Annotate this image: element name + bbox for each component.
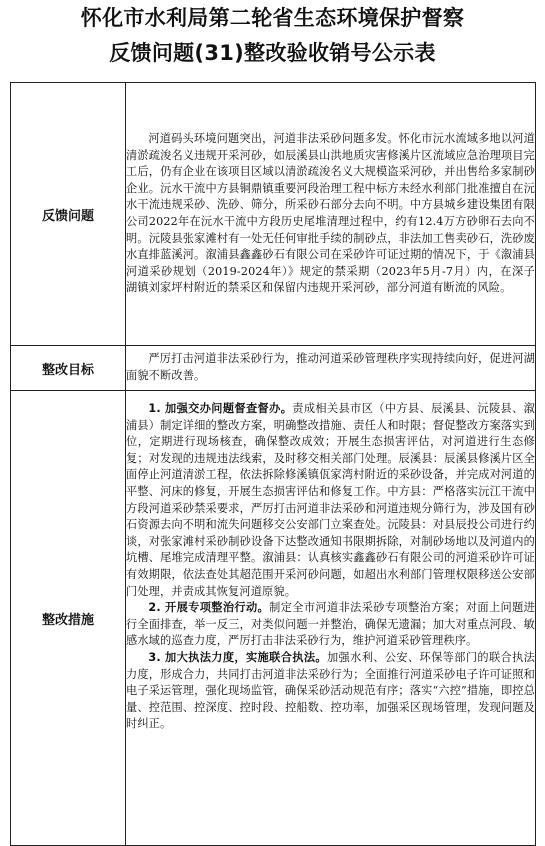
goal-label: 整改目标 (11, 346, 126, 391)
measure-heading-2: 2. 开展专项整治行动。 (148, 601, 270, 615)
measure-heading-3: 3. 加大执法力度，实施联合执法。 (148, 650, 327, 664)
page-title-line-1: 怀化市水利局第二轮省生态环境保护督察 (80, 6, 465, 30)
measure-text-3: 加强水利、公安、环保等部门的联合执法力度，形成合力，共同打击河道非法采砂行为；全面推行河道采砂电子许可证照和电子采运管理，强化现场监管，确保采砂活动规范有序；落实“六控”措施，即控总量、控范围、控深度、控时段、控船数、控功率，加强采区现场管理，发现问题及时纠正。 (126, 650, 535, 731)
problem-text: 河道码头环境问题突出，河道非法采砂问题多发。怀化市沅水流域多地以河道清淤疏浚名义违规开采河砂，如辰溪县山洪地质灾害修溪片区流域应急治理项目完工后，仍有企业在该项目区域以清淤疏浚名义大规模盗采河砂，并出售给多家制砂企业。沅水干流中方县铜鼎镇重要河段治理工程中标方未经水利部门批准擅自在沅水干流违规采砂、洗砂、筛分，所采砂石部分去向不明。中方县城乡建设集团有限公司2022年在沅水干流中方段历史尾堆清理过程中，约有12.4万方砂卵石去向不明。沅陵县张家滩村有一处无任何审批手续的制砂点，非法加工售卖砂石，洗砂废水直排蓝溪河。溆浦县鑫鑫砂石有限公司在采砂许可证过期的情况下，于《溆浦县河道采砂规划（2019-2024年）》规定的禁采期（2023年5月-7月）内，在深子湖镇刘家坪村附近的禁采区和保留内违规开采河砂，部分河道有断流的风险。 (126, 132, 535, 295)
problem-cell (126, 83, 536, 346)
goal-cell (126, 346, 536, 391)
measure-heading-1: 1. 加强交办问题督查督办。 (148, 402, 293, 415)
measure-text-1: 责成相关县市区（中方县、辰溪县、沅陵县、溆浦县）制定详细的整改方案，明确整改措施、责任人和时限；督促整改方案落实到位，定期进行现场核查，确保整改成效；开展生态损害评估，对河道进行生态修复；对发现的违规违法线索，及时移交相关部门处理。辰溪县：辰溪县修溪片区全面停止河道清淤工程，依法拆除修溪镇佤家湾村附近的采砂设备，并完成对河道的平整、河床的修复，开展生态损害评估和修复工作。中方县：严格落实沅江干流中方段河道采砂禁采要求，严厉打击河道非法采砂和河道违规分筛行为，涉及国有砂石资源去向不明和流失问题移交公安部门立案查处。沅陵县：对县辰投公司进行约谈，对张家滩村采砂制砂设备下达整改通知书限期拆除，对制砂场地以及河道内的坑槽、尾堆完成清理平整。溆浦县：认真核实鑫鑫砂石有限公司的河道采砂许可证有效期限，依法查处其超范围开采河砂问题，如超出水利部门管理权限移送公安部门处理，并责成其恢复河道原貌。 (126, 402, 535, 598)
rectification-table (10, 82, 536, 846)
table-row-goal (11, 346, 536, 391)
measure-item-3 (126, 650, 535, 733)
page-title-line-2: 反馈问题(31)整改验收销号公示表 (109, 41, 436, 65)
table-row-measures (11, 391, 536, 846)
measure-text-2: 制定全市河道非法采砂专项整治方案；对面上问题进行全面排查，举一反三，对类似问题一并整治，确保无遗漏；加大对重点河段、敏感水域的巡查力度，严厉打击非法采砂行为，维护河道采砂管理秩序。 (126, 601, 535, 648)
measure-item-1 (126, 401, 535, 600)
measures-content (126, 391, 535, 845)
measures-label: 整改措施 (11, 391, 126, 846)
goal-text: 严厉打击河道非法采砂行为，推动河道采砂管理秩序实现持续向好，促进河湖面貌不断改善。 (126, 352, 535, 382)
table-row-problem (11, 83, 536, 346)
measures-cell (126, 391, 536, 846)
problem-label: 反馈问题 (11, 83, 126, 346)
measure-item-2 (126, 600, 535, 650)
